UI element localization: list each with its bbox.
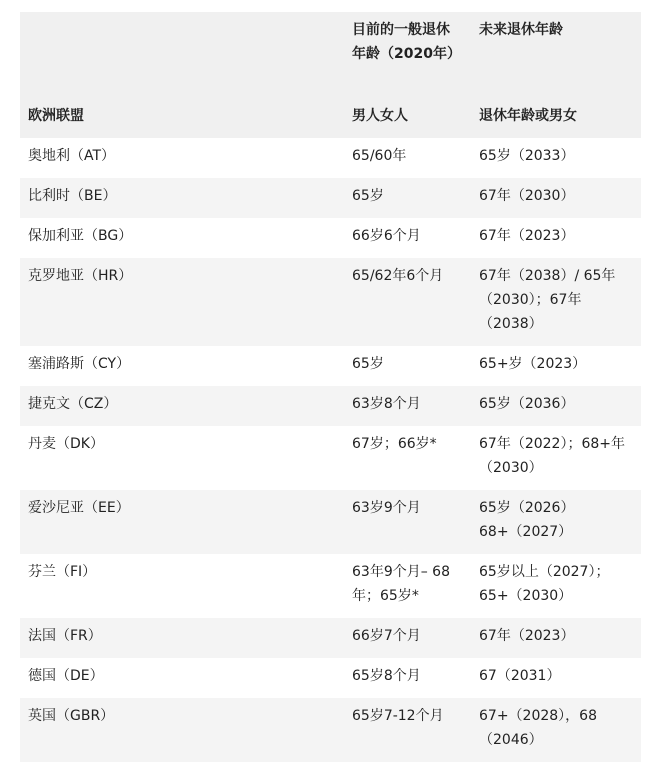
table-row <box>20 698 641 762</box>
country-cell: 英国（GBR） <box>28 708 115 724</box>
subheader-region: 欧洲联盟 <box>28 108 84 124</box>
country-cell: 捷克文（CZ） <box>28 396 118 412</box>
table-row <box>20 178 641 218</box>
header-cell-empty <box>20 12 344 98</box>
future-age-cell: 67年（2038）/ 65年（2030）；67年（2038） <box>479 268 616 332</box>
country-cell: 奥地利（AT） <box>28 148 116 164</box>
country-cell: 比利时（BE） <box>28 188 117 204</box>
retirement-age-table <box>20 12 641 762</box>
subheader-future-gender: 退休年龄或男女 <box>479 108 577 124</box>
current-age-cell: 65岁 <box>352 188 384 204</box>
future-age-cell: 67年（2023） <box>479 628 575 644</box>
country-cell: 法国（FR） <box>28 628 102 644</box>
current-age-cell: 67岁；66岁* <box>352 436 437 452</box>
table-row <box>20 554 641 618</box>
country-cell: 保加利亚（BG） <box>28 228 133 244</box>
table-row <box>20 658 641 698</box>
table-subheader-row <box>20 98 641 138</box>
country-cell: 塞浦路斯（CY） <box>28 356 131 372</box>
current-age-cell: 63年9个月– 68年；65岁* <box>352 564 450 604</box>
subheader-gender: 男人女人 <box>352 108 408 124</box>
future-age-cell: 65岁以上（2027）；65+（2030） <box>479 564 610 604</box>
table-row <box>20 346 641 386</box>
future-age-cell: 67年（2030） <box>479 188 575 204</box>
table-row <box>20 258 641 346</box>
header-current-age: 目前的一般退休年龄（2020年） <box>352 22 461 62</box>
table-header-row <box>20 12 641 98</box>
future-age-cell: 67+（2028），68（2046） <box>479 708 597 748</box>
current-age-cell: 66岁7个月 <box>352 628 421 644</box>
table-row <box>20 138 641 178</box>
table-row <box>20 426 641 490</box>
current-age-cell: 65岁 <box>352 356 384 372</box>
table-row <box>20 618 641 658</box>
future-age-cell: 65岁（2026）68+（2027） <box>479 500 575 540</box>
future-age-cell: 67（2031） <box>479 668 561 684</box>
current-age-cell: 65/60年 <box>352 148 407 164</box>
header-future-age: 未来退休年龄 <box>479 22 563 38</box>
country-cell: 芬兰（FI） <box>28 564 97 580</box>
country-cell: 德国（DE） <box>28 668 104 684</box>
current-age-cell: 63岁9个月 <box>352 500 421 516</box>
future-age-cell: 67年（2023） <box>479 228 575 244</box>
current-age-cell: 65岁8个月 <box>352 668 421 684</box>
current-age-cell: 65/62年6个月 <box>352 268 444 284</box>
table-row <box>20 218 641 258</box>
future-age-cell: 67年（2022）；68+年（2030） <box>479 436 625 476</box>
future-age-cell: 65岁（2033） <box>479 148 575 164</box>
current-age-cell: 63岁8个月 <box>352 396 421 412</box>
future-age-cell: 65+岁（2023） <box>479 356 587 372</box>
current-age-cell: 66岁6个月 <box>352 228 421 244</box>
country-cell: 爱沙尼亚（EE） <box>28 500 130 516</box>
table-row <box>20 490 641 554</box>
current-age-cell: 65岁7-12个月 <box>352 708 444 724</box>
country-cell: 丹麦（DK） <box>28 436 104 452</box>
table-row <box>20 386 641 426</box>
future-age-cell: 65岁（2036） <box>479 396 575 412</box>
country-cell: 克罗地亚（HR） <box>28 268 133 284</box>
